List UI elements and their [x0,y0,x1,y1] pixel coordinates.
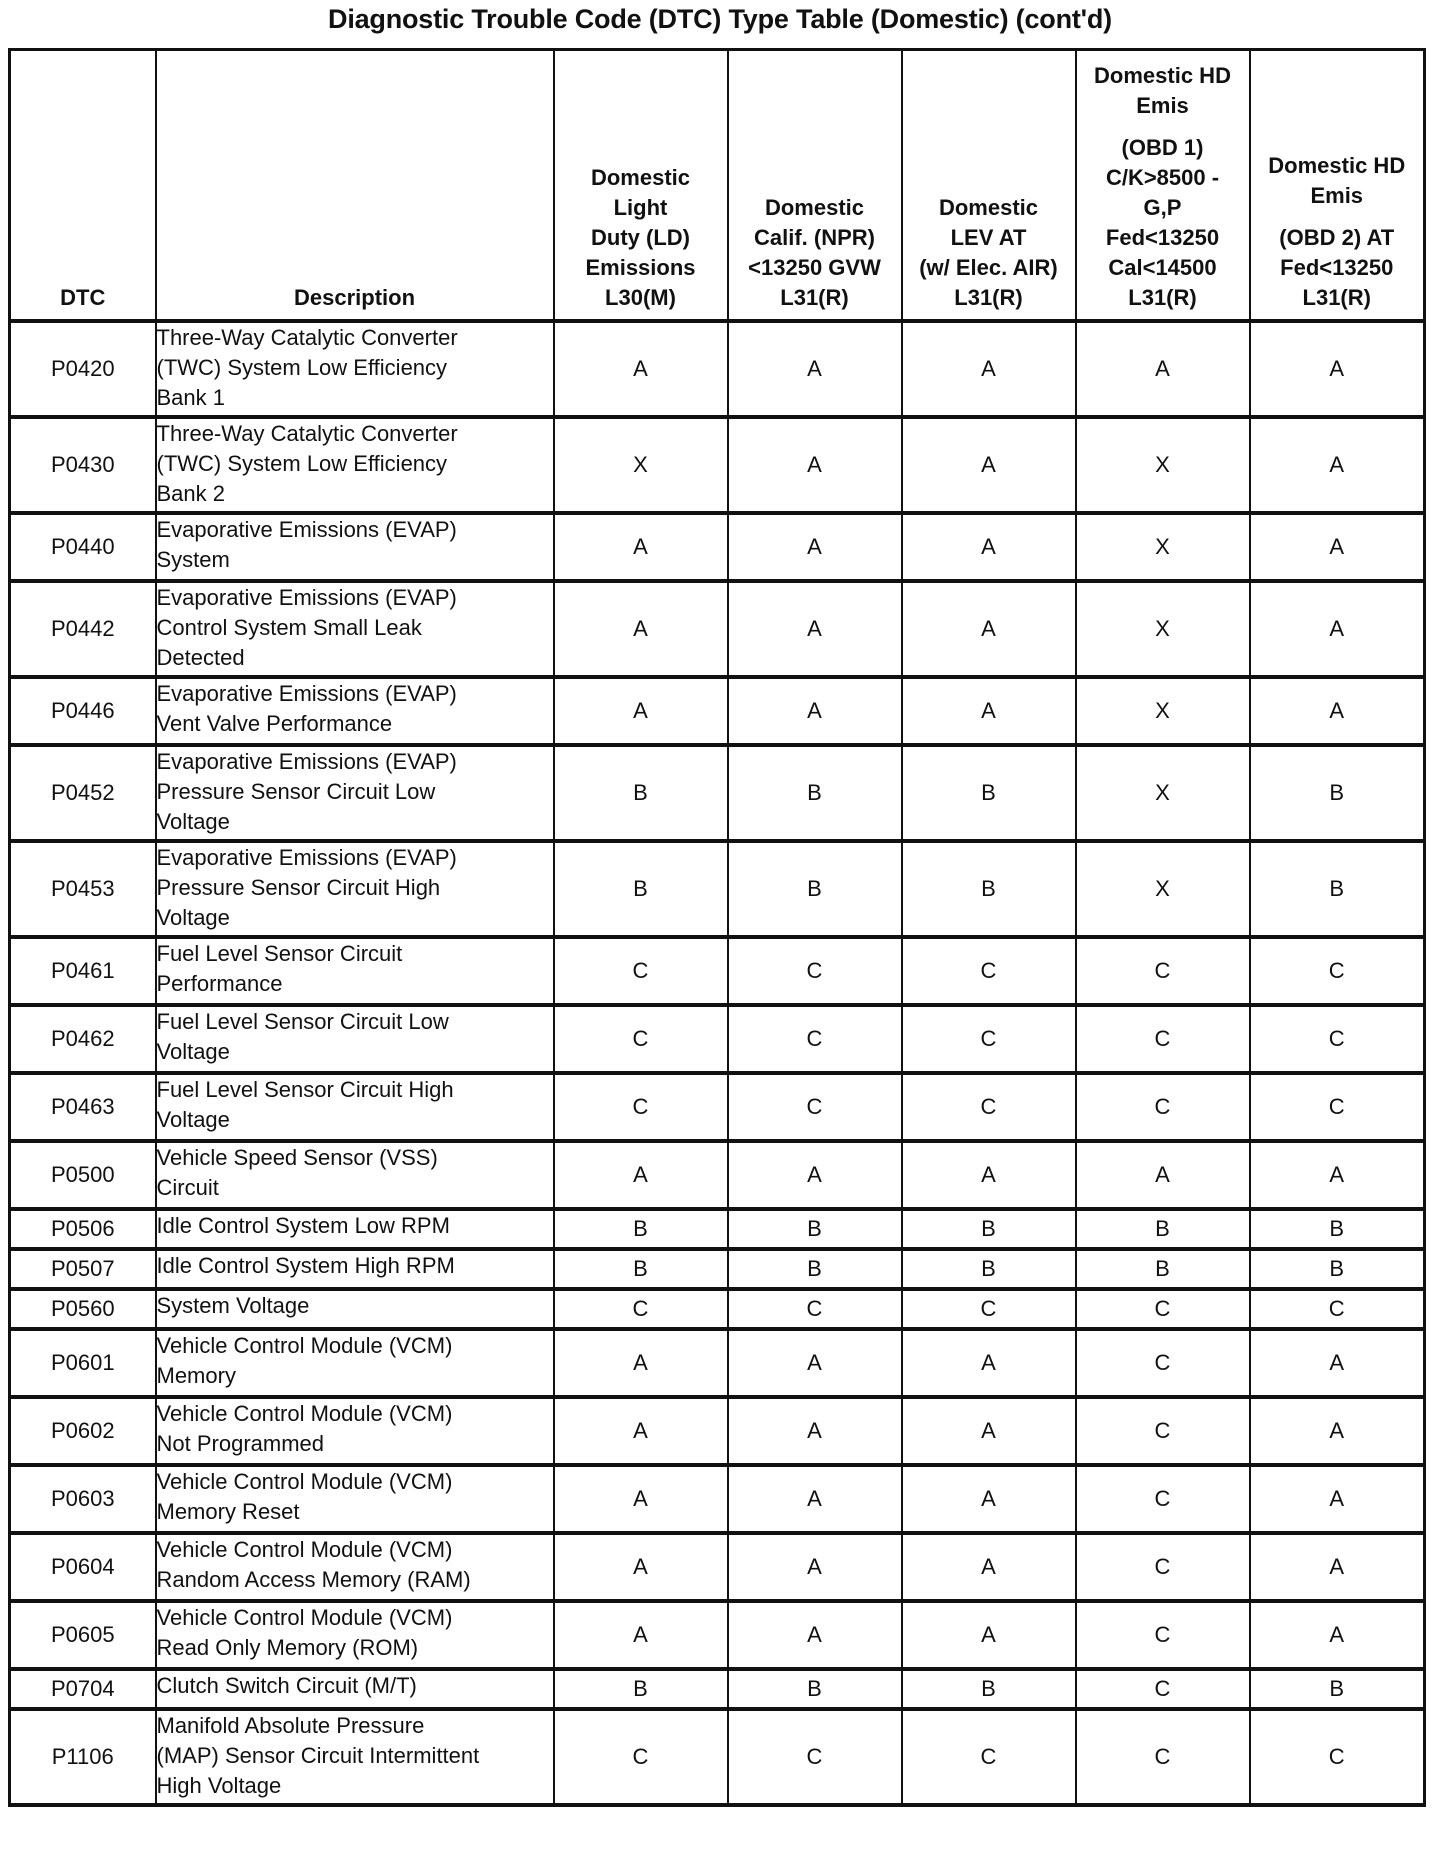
dtc-type-cell: A [1250,1329,1425,1397]
header-line: Calif. (NPR) [754,225,875,250]
dtc-code-cell: P0560 [10,1289,156,1329]
description-cell [156,1005,554,1073]
table-row [10,1073,1425,1141]
header-line: Emis [1310,183,1364,208]
table-header-row [10,50,1425,322]
description-line: Voltage [156,809,230,834]
dtc-type-cell: A [728,513,902,581]
dtc-code-cell: P0463 [10,1073,156,1141]
dtc-type-cell: C [728,1709,902,1805]
dtc-code-cell: P0602 [10,1397,156,1465]
description-cell [156,1397,554,1465]
dtc-type-cell: C [902,1709,1076,1805]
dtc-code-cell: P0461 [10,937,156,1005]
header-line: Domestic HD [1268,153,1406,178]
dtc-type-cell: C [1076,1669,1250,1709]
dtc-type-cell: A [554,1601,728,1669]
description-line: Pressure Sensor Circuit Low [156,779,436,804]
dtc-type-cell: A [554,1397,728,1465]
description-line: Evaporative Emissions (EVAP) [156,517,457,542]
dtc-type-cell: C [1250,1709,1425,1805]
description-cell [156,1209,554,1249]
dtc-type-cell: C [1250,1005,1425,1073]
description-line: Control System Small Leak [156,615,422,640]
table-row [10,1465,1425,1533]
description-cell [156,1709,554,1805]
dtc-type-cell: A [554,321,728,417]
description-line: Three-Way Catalytic Converter [156,421,458,446]
dtc-type-cell: C [1076,1397,1250,1465]
dtc-code-cell: P0601 [10,1329,156,1397]
header-line: <13250 GVW [748,255,881,280]
header-line: Light [613,195,668,220]
dtc-type-cell: A [1250,677,1425,745]
header-line: LEV AT [950,225,1027,250]
table-row [10,1249,1425,1289]
description-line: Three-Way Catalytic Converter [156,325,458,350]
dtc-type-cell: B [1250,1669,1425,1709]
dtc-type-cell: B [728,1249,902,1289]
dtc-type-cell: A [902,1533,1076,1601]
description-line: Memory [156,1363,236,1388]
dtc-code-cell: P0446 [10,677,156,745]
dtc-type-cell: B [554,1669,728,1709]
description-line: Fuel Level Sensor Circuit Low [156,1009,449,1034]
description-line: Fuel Level Sensor Circuit High [156,1077,454,1102]
dtc-type-table [8,48,1426,1807]
dtc-type-cell: B [902,1669,1076,1709]
dtc-type-cell: A [1250,1141,1425,1209]
dtc-type-cell: B [554,841,728,937]
dtc-type-cell: A [554,1465,728,1533]
dtc-code-cell: P0603 [10,1465,156,1533]
dtc-type-cell: C [554,1289,728,1329]
dtc-type-cell: B [554,1249,728,1289]
header-line: Cal<14500 [1108,255,1217,280]
dtc-type-cell: A [902,1397,1076,1465]
description-line: System [156,547,230,572]
description-line: Vehicle Control Module (VCM) [156,1537,453,1562]
description-cell [156,1329,554,1397]
table-row [10,841,1425,937]
dtc-type-cell: B [1250,745,1425,841]
dtc-type-cell: C [1076,1601,1250,1669]
dtc-type-cell: B [728,1209,902,1249]
description-line: Vehicle Control Module (VCM) [156,1605,453,1630]
description-line: Clutch Switch Circuit (M/T) [156,1673,417,1698]
dtc-type-cell: A [902,1465,1076,1533]
dtc-type-cell: A [902,1141,1076,1209]
dtc-type-cell: A [1250,513,1425,581]
dtc-type-cell: A [728,581,902,677]
description-line: High Voltage [156,1773,282,1798]
description-line: (TWC) System Low Efficiency [156,451,448,476]
column-header-description: Description [156,50,554,322]
description-line: Evaporative Emissions (EVAP) [156,585,457,610]
description-line: Idle Control System Low RPM [156,1213,450,1238]
description-line: Evaporative Emissions (EVAP) [156,681,457,706]
description-cell [156,1073,554,1141]
header-line: Fed<13250 [1280,255,1394,280]
dtc-type-cell: A [1250,1601,1425,1669]
description-line: Vehicle Control Module (VCM) [156,1469,453,1494]
dtc-type-cell: B [902,1209,1076,1249]
header-line: Emis [1136,93,1189,118]
description-cell [156,1669,554,1709]
dtc-type-cell: A [554,1329,728,1397]
column-header-domestic-hd-obd2 [1250,50,1425,322]
dtc-type-cell: C [554,937,728,1005]
header-line: Duty (LD) [591,225,690,250]
description-line: Voltage [156,905,230,930]
dtc-type-cell: A [554,581,728,677]
dtc-code-cell: P0462 [10,1005,156,1073]
table-row [10,1005,1425,1073]
dtc-code-cell: P1106 [10,1709,156,1805]
description-line: Vehicle Control Module (VCM) [156,1401,453,1426]
table-row [10,937,1425,1005]
description-cell [156,581,554,677]
header-line: L30(M) [605,285,676,310]
description-cell [156,1465,554,1533]
dtc-type-cell: A [1250,1397,1425,1465]
header-line: Fed<13250 [1105,225,1220,250]
table-row [10,1709,1425,1805]
dtc-type-cell: B [1250,1209,1425,1249]
description-line: Detected [156,645,245,670]
dtc-type-cell: C [902,937,1076,1005]
description-line: Voltage [156,1039,230,1064]
description-line: Read Only Memory (ROM) [156,1635,419,1660]
dtc-type-cell: A [554,513,728,581]
description-line: Random Access Memory (RAM) [156,1567,471,1592]
header-line: L31(R) [1128,285,1197,310]
header-line: (w/ Elec. AIR) [919,255,1058,280]
dtc-type-cell: B [1076,1249,1250,1289]
dtc-type-cell: C [1250,937,1425,1005]
dtc-type-cell: C [1076,937,1250,1005]
header-line: L31(R) [1302,285,1371,310]
header-line: Domestic [938,195,1039,220]
table-row [10,1533,1425,1601]
header-line: Domestic [590,165,691,190]
header-line: (OBD 1) [1121,135,1204,160]
dtc-type-cell: X [1076,581,1250,677]
dtc-code-cell: P0440 [10,513,156,581]
dtc-type-cell: X [1076,513,1250,581]
column-header-domestic-ld [554,50,728,322]
dtc-type-cell: A [554,1141,728,1209]
description-cell [156,745,554,841]
description-line: Manifold Absolute Pressure [156,1713,425,1738]
dtc-type-cell: C [902,1005,1076,1073]
dtc-type-cell: C [1076,1465,1250,1533]
description-cell [156,1533,554,1601]
header-line: L31(R) [954,285,1023,310]
dtc-type-cell: C [1076,1709,1250,1805]
table-row [10,677,1425,745]
dtc-code-cell: P0420 [10,321,156,417]
dtc-type-cell: B [1250,841,1425,937]
description-cell [156,1141,554,1209]
dtc-type-cell: A [728,417,902,513]
table-row [10,745,1425,841]
dtc-type-cell: C [554,1073,728,1141]
table-row [10,581,1425,677]
dtc-type-cell: X [1076,841,1250,937]
dtc-type-cell: B [902,1249,1076,1289]
dtc-type-cell: A [728,1397,902,1465]
dtc-type-cell: B [902,841,1076,937]
table-row [10,417,1425,513]
dtc-type-cell: C [1250,1289,1425,1329]
table-row [10,1601,1425,1669]
description-line: Idle Control System High RPM [156,1253,455,1278]
dtc-code-cell: P0507 [10,1249,156,1289]
dtc-type-cell: A [728,1141,902,1209]
dtc-type-cell: C [554,1709,728,1805]
dtc-type-cell: A [1076,321,1250,417]
dtc-type-cell: C [728,937,902,1005]
description-cell [156,513,554,581]
table-row [10,1141,1425,1209]
table-row [10,1329,1425,1397]
dtc-code-cell: P0442 [10,581,156,677]
description-cell [156,1601,554,1669]
dtc-type-cell: A [728,1465,902,1533]
description-line: Not Programmed [156,1431,325,1456]
dtc-type-cell: A [728,1601,902,1669]
description-line: Fuel Level Sensor Circuit [156,941,403,966]
dtc-type-cell: C [728,1073,902,1141]
description-cell [156,677,554,745]
description-line: Performance [156,971,283,996]
dtc-type-cell: A [902,513,1076,581]
description-cell [156,1289,554,1329]
dtc-type-cell: A [728,1533,902,1601]
description-line: (MAP) Sensor Circuit Intermittent [156,1743,480,1768]
dtc-type-cell: C [1076,1329,1250,1397]
header-line: (OBD 2) AT [1279,225,1395,250]
dtc-type-cell: B [728,1669,902,1709]
dtc-type-cell: A [728,677,902,745]
dtc-type-cell: A [1250,581,1425,677]
dtc-type-cell: C [902,1073,1076,1141]
dtc-type-cell: A [1250,321,1425,417]
dtc-type-cell: A [554,677,728,745]
column-header-domestic-calif-npr [728,50,902,322]
dtc-type-cell: A [902,1329,1076,1397]
description-cell [156,1249,554,1289]
description-cell [156,937,554,1005]
dtc-code-cell: P0430 [10,417,156,513]
dtc-type-cell: C [1076,1289,1250,1329]
dtc-type-cell: A [902,1601,1076,1669]
dtc-type-cell: X [554,417,728,513]
column-header-domestic-hd-obd1 [1076,50,1250,322]
page-title: Diagnostic Trouble Code (DTC) Type Table (Domestic) (cont'd) [328,4,1112,34]
dtc-code-cell: P0500 [10,1141,156,1209]
dtc-type-cell: A [1250,417,1425,513]
dtc-code-cell: P0604 [10,1533,156,1601]
description-line: Memory Reset [156,1499,300,1524]
dtc-type-cell: A [1250,1465,1425,1533]
description-line: Vehicle Speed Sensor (VSS) [156,1145,438,1170]
description-cell [156,841,554,937]
description-line: Bank 1 [156,385,225,410]
dtc-type-cell: A [902,321,1076,417]
description-line: System Voltage [156,1293,310,1318]
description-line: Vent Valve Performance [156,711,393,736]
column-header-dtc: DTC [10,50,156,322]
dtc-type-cell: A [1250,1533,1425,1601]
table-row [10,513,1425,581]
header-line: L31(R) [780,285,849,310]
dtc-code-cell: P0452 [10,745,156,841]
header-line: G,P [1143,195,1182,220]
dtc-code-cell: P0605 [10,1601,156,1669]
dtc-type-cell: C [1076,1073,1250,1141]
description-line: Circuit [156,1175,219,1200]
dtc-type-cell: A [902,677,1076,745]
dtc-type-cell: C [728,1289,902,1329]
dtc-type-cell: B [1076,1209,1250,1249]
dtc-type-cell: C [554,1005,728,1073]
header-line: Emissions [585,255,696,280]
dtc-code-cell: P0704 [10,1669,156,1709]
dtc-code-cell: P0453 [10,841,156,937]
description-cell [156,417,554,513]
header-line: Domestic [764,195,865,220]
dtc-type-cell: C [1076,1005,1250,1073]
dtc-type-cell: C [1250,1073,1425,1141]
dtc-code-cell: P0506 [10,1209,156,1249]
dtc-type-cell: B [554,745,728,841]
dtc-type-cell: C [728,1005,902,1073]
dtc-type-cell: B [902,745,1076,841]
dtc-type-cell: X [1076,417,1250,513]
column-header-domestic-lev-at [902,50,1076,322]
dtc-type-cell: C [1076,1533,1250,1601]
dtc-type-cell: B [728,745,902,841]
description-line: Evaporative Emissions (EVAP) [156,845,457,870]
dtc-type-cell: B [728,841,902,937]
dtc-type-cell: A [1076,1141,1250,1209]
dtc-type-cell: A [902,417,1076,513]
dtc-type-cell: A [902,581,1076,677]
description-line: Bank 2 [156,481,225,506]
dtc-type-cell: X [1076,745,1250,841]
table-row [10,1669,1425,1709]
dtc-type-cell: X [1076,677,1250,745]
description-line: Pressure Sensor Circuit High [156,875,441,900]
table-row [10,1289,1425,1329]
table-row [10,1397,1425,1465]
dtc-type-cell: A [728,321,902,417]
dtc-type-cell: B [1250,1249,1425,1289]
description-line: Vehicle Control Module (VCM) [156,1333,453,1358]
table-row [10,1209,1425,1249]
header-line: C/K>8500 - [1105,165,1220,190]
dtc-type-cell: C [902,1289,1076,1329]
description-line: Evaporative Emissions (EVAP) [156,749,457,774]
dtc-type-cell: B [554,1209,728,1249]
description-line: (TWC) System Low Efficiency [156,355,448,380]
header-line: Domestic HD [1094,63,1231,88]
dtc-type-cell: A [728,1329,902,1397]
dtc-type-cell: A [554,1533,728,1601]
table-row [10,321,1425,417]
description-cell [156,321,554,417]
description-line: Voltage [156,1107,230,1132]
